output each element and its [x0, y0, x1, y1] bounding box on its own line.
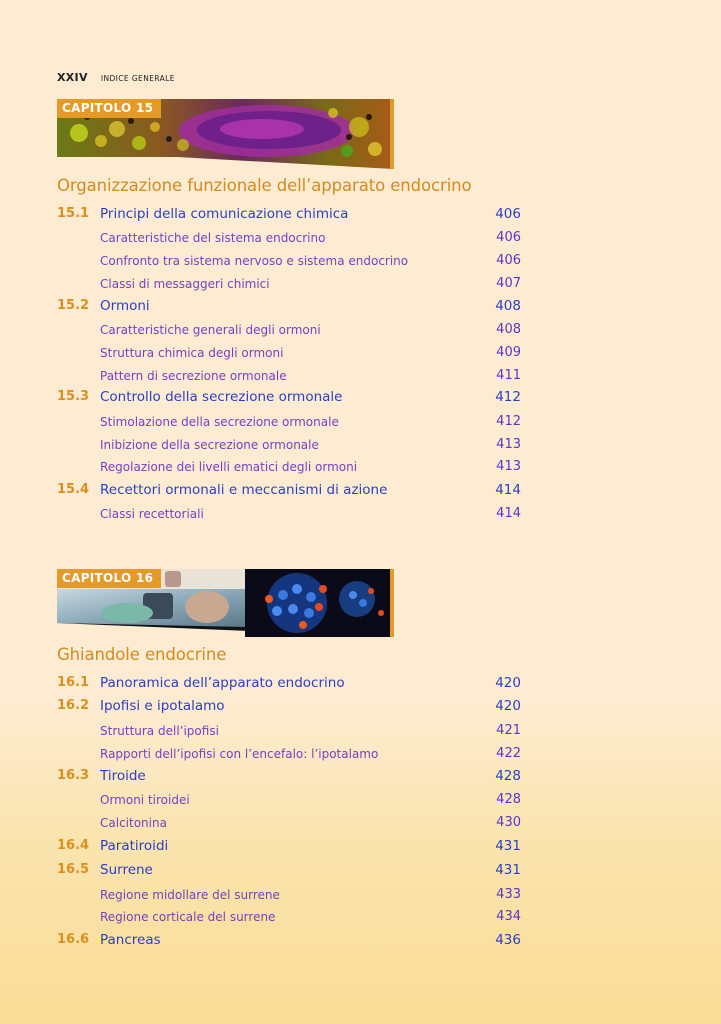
toc-entry-page: 406 [496, 253, 521, 268]
toc-subentry [57, 790, 521, 810]
toc-entry-page: 436 [495, 932, 521, 948]
toc-entry-page: 422 [496, 746, 521, 761]
toc-entry [57, 836, 521, 856]
toc-entry-title: Classi di messaggeri chimici [100, 277, 270, 291]
toc-entry-page: 406 [496, 230, 521, 245]
toc-entry-title: Tiroide [100, 768, 146, 784]
toc-entry-title: Paratiroidi [100, 838, 169, 854]
toc-entry-title: Regione corticale del surrene [100, 910, 276, 924]
toc-subentry [57, 907, 521, 927]
toc-entry [57, 296, 521, 316]
toc-entry-page: 412 [495, 389, 521, 405]
toc-entry-number: 16.5 [57, 862, 90, 877]
toc-subentry [57, 721, 521, 741]
toc-entry-title: Pattern di secrezione ormonale [100, 369, 287, 383]
toc-entry-title: Calcitonina [100, 816, 167, 830]
toc-entry-page: 434 [496, 909, 521, 924]
toc-subentry [57, 813, 521, 833]
toc-entry-number: 16.6 [57, 932, 90, 947]
toc-entry [57, 860, 521, 880]
toc-entry-title: Stimolazione della secrezione ormonale [100, 415, 339, 429]
running-head [57, 66, 175, 84]
toc-entry-page: 408 [495, 298, 521, 314]
toc-subentry [57, 412, 521, 432]
section-title: INDICE GENERALE [100, 74, 175, 83]
toc-subentry [57, 885, 521, 905]
toc-entry-number: 15.1 [57, 206, 90, 221]
toc-entry [57, 696, 521, 716]
toc-entry-title: Inibizione della secrezione ormonale [100, 438, 319, 452]
chapter-15-label: CAPITOLO 15 [57, 99, 161, 118]
toc-subentry [57, 320, 521, 340]
toc-entry-page: 430 [496, 815, 521, 830]
toc-entry-title: Struttura chimica degli ormoni [100, 346, 284, 360]
toc-entry-title: Ormoni tiroidei [100, 793, 190, 807]
toc-entry-title: Regolazione dei livelli ematici degli ormoni [100, 460, 358, 474]
toc-entry-number: 16.2 [57, 698, 90, 713]
toc-entry-page: 408 [496, 322, 521, 337]
page-number: XXIV [57, 71, 88, 84]
toc-entry-title: Caratteristiche del sistema endocrino [100, 231, 326, 245]
toc-entry-page: 412 [496, 414, 521, 429]
toc-entry-page: 407 [496, 276, 521, 291]
chapter-15-banner [57, 99, 394, 169]
toc-entry-page: 413 [496, 459, 521, 474]
toc-entry [57, 766, 521, 786]
toc-entry-title: Regione midollare del surrene [100, 888, 280, 902]
toc-entry-page: 406 [495, 206, 521, 222]
toc-entry-title: Rapporti dell’ipofisi con l’encefalo: l’ipotalamo [100, 747, 379, 761]
toc-entry-number: 15.2 [57, 298, 90, 313]
toc-entry-title: Pancreas [100, 932, 161, 948]
toc-entry-page: 431 [495, 862, 521, 878]
toc-entry-page: 411 [496, 368, 521, 383]
chapter-15-title: Organizzazione funzionale dell’apparato endocrino [57, 176, 472, 195]
toc-entry-title: Ormoni [100, 298, 150, 314]
toc-entry-page: 413 [496, 437, 521, 452]
toc-entry-title: Caratteristiche generali degli ormoni [100, 323, 321, 337]
toc-entry-number: 16.1 [57, 675, 90, 690]
toc-entry-title: Panoramica dell’apparato endocrino [100, 675, 345, 691]
toc-entry-page: 431 [495, 838, 521, 854]
toc-entry-page: 428 [495, 768, 521, 784]
toc-entry-title: Recettori ormonali e meccanismi di azione [100, 482, 388, 498]
toc-entry-title: Controllo della secrezione ormonale [100, 389, 343, 405]
toc-entry-page: 420 [495, 698, 521, 714]
toc-entry-page: 421 [496, 723, 521, 738]
toc-entry-number: 16.4 [57, 838, 90, 853]
toc-entry [57, 930, 521, 950]
chapter-16-banner [57, 569, 394, 639]
toc-subentry [57, 504, 521, 524]
toc-entry-title: Principi della comunicazione chimica [100, 206, 349, 222]
chapter-16-label: CAPITOLO 16 [57, 569, 161, 588]
toc-entry [57, 480, 521, 500]
toc-entry-page: 433 [496, 887, 521, 902]
toc-entry-page: 414 [495, 482, 521, 498]
toc-subentry [57, 435, 521, 455]
toc-subentry [57, 228, 521, 248]
toc-entry-number: 16.3 [57, 768, 90, 783]
toc-entry-title: Confronto tra sistema nervoso e sistema endocrino [100, 254, 409, 268]
toc-entry-title: Struttura dell’ipofisi [100, 724, 219, 738]
toc-entry-page: 420 [495, 675, 521, 691]
toc-subentry [57, 457, 521, 477]
toc-subentry [57, 343, 521, 363]
toc-entry-title: Surrene [100, 862, 153, 878]
toc-entry [57, 387, 521, 407]
toc-entry-number: 15.3 [57, 389, 90, 404]
chapter-16-title: Ghiandole endocrine [57, 645, 227, 664]
toc-entry [57, 204, 521, 224]
toc-entry-number: 15.4 [57, 482, 90, 497]
toc-entry [57, 673, 521, 693]
toc-entry-page: 428 [496, 792, 521, 807]
toc-subentry [57, 274, 521, 294]
toc-subentry [57, 744, 521, 764]
toc-subentry [57, 251, 521, 271]
toc-entry-page: 414 [496, 506, 521, 521]
toc-entry-title: Classi recettoriali [100, 507, 204, 521]
toc-subentry [57, 366, 521, 386]
toc-entry-title: Ipofisi e ipotalamo [100, 698, 225, 714]
toc-entry-page: 409 [496, 345, 521, 360]
